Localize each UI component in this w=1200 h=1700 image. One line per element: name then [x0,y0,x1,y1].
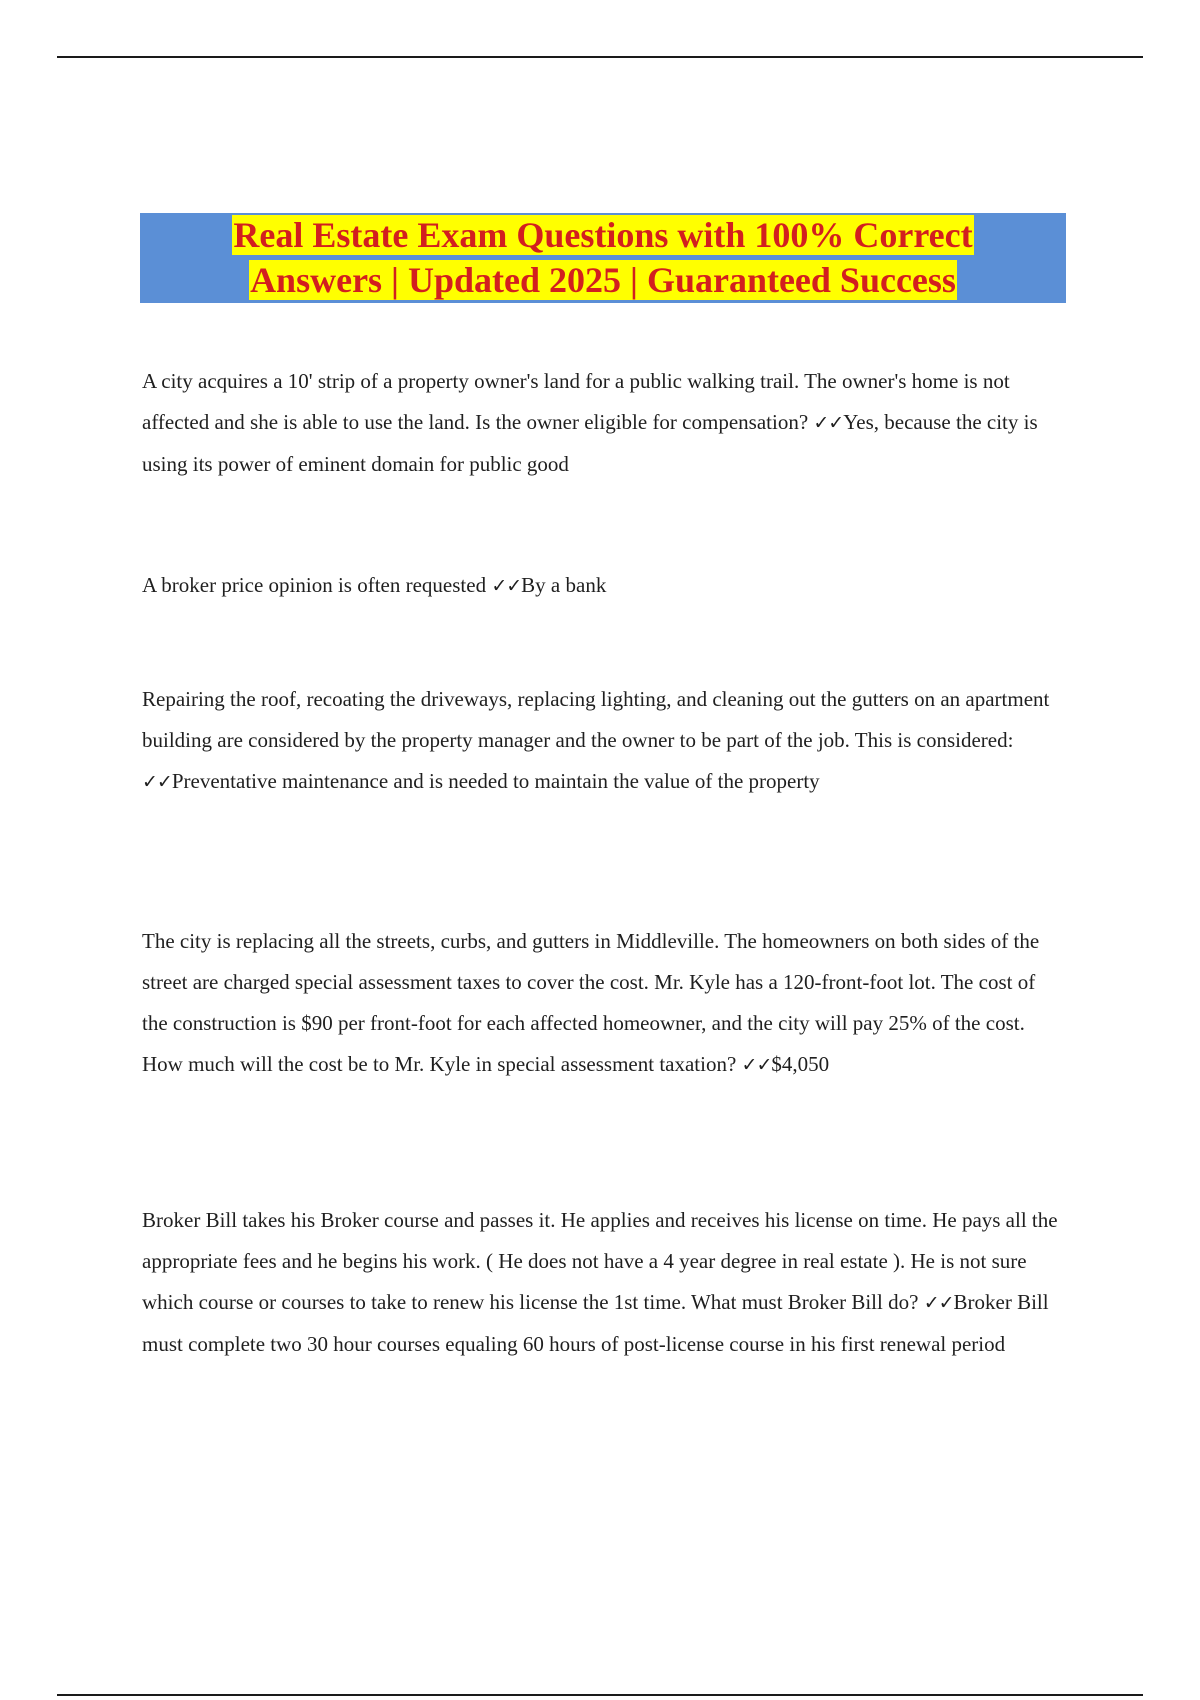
check-icon: ✓✓ [491,575,522,597]
qa-item-4 [142,921,1062,1086]
qa-item-1 [142,361,1062,485]
check-icon: ✓✓ [923,1292,954,1314]
answer-text: Broker Bill must complete two 30 hour courses equaling 60 hours of post-license course in his first renewal period [142,1290,1049,1356]
check-icon: ✓✓ [741,1054,772,1076]
document-title [193,213,1013,303]
answer-text: Yes, because the city is using its power of eminent domain for public good [142,410,1038,476]
top-rule [57,56,1143,58]
title-banner [140,213,1066,303]
answer-text: $4,050 [771,1052,830,1076]
question-text: Broker Bill takes his Broker course and passes it. He applies and receives his license on time. He pays all the appropriate fees and he begins his work. ( He does not have a 4 year degree in real estate ). He is not sure which course or courses to take to renew his license the 1st time. What must Broker Bill do? [142,1208,1058,1314]
answer-text: By a bank [521,573,607,597]
qa-item-5 [142,1200,1062,1365]
question-text: A broker price opinion is often requested [142,573,487,597]
check-icon: ✓✓ [813,412,844,434]
check-icon: ✓✓ [142,771,172,793]
question-text: A city acquires a 10' strip of a property owner's land for a public walking trail. The owner's home is not affected and she is able to use the land. Is the owner eligible for compensation? [142,369,1010,434]
answer-text: Preventative maintenance and is needed to maintain the value of the property [171,769,820,793]
question-text: Repairing the roof, recoating the driveways, replacing lighting, and cleaning out the gutters on an apartment building are considered by the property manager and the owner to be part of the job. This is considered: [142,687,1050,752]
question-text: The city is replacing all the streets, curbs, and gutters in Middleville. The homeowners on both sides of the street are charged special assessment taxes to cover the cost. Mr. Kyle has a 120-front-foot lot. The cost of the construction is $90 per front-foot for each affected homeowner, and the city will pay 25% of the cost. How much will the cost be to Mr. Kyle in special assessment taxation? [142,929,1040,1076]
bottom-rule [57,1694,1143,1696]
qa-item-3 [142,679,1062,803]
title-line-1: Real Estate Exam Questions with 100% Correct [233,215,973,255]
title-line-2: Answers | Updated 2025 | Guaranteed Success [250,260,956,300]
qa-item-2 [142,565,1062,607]
